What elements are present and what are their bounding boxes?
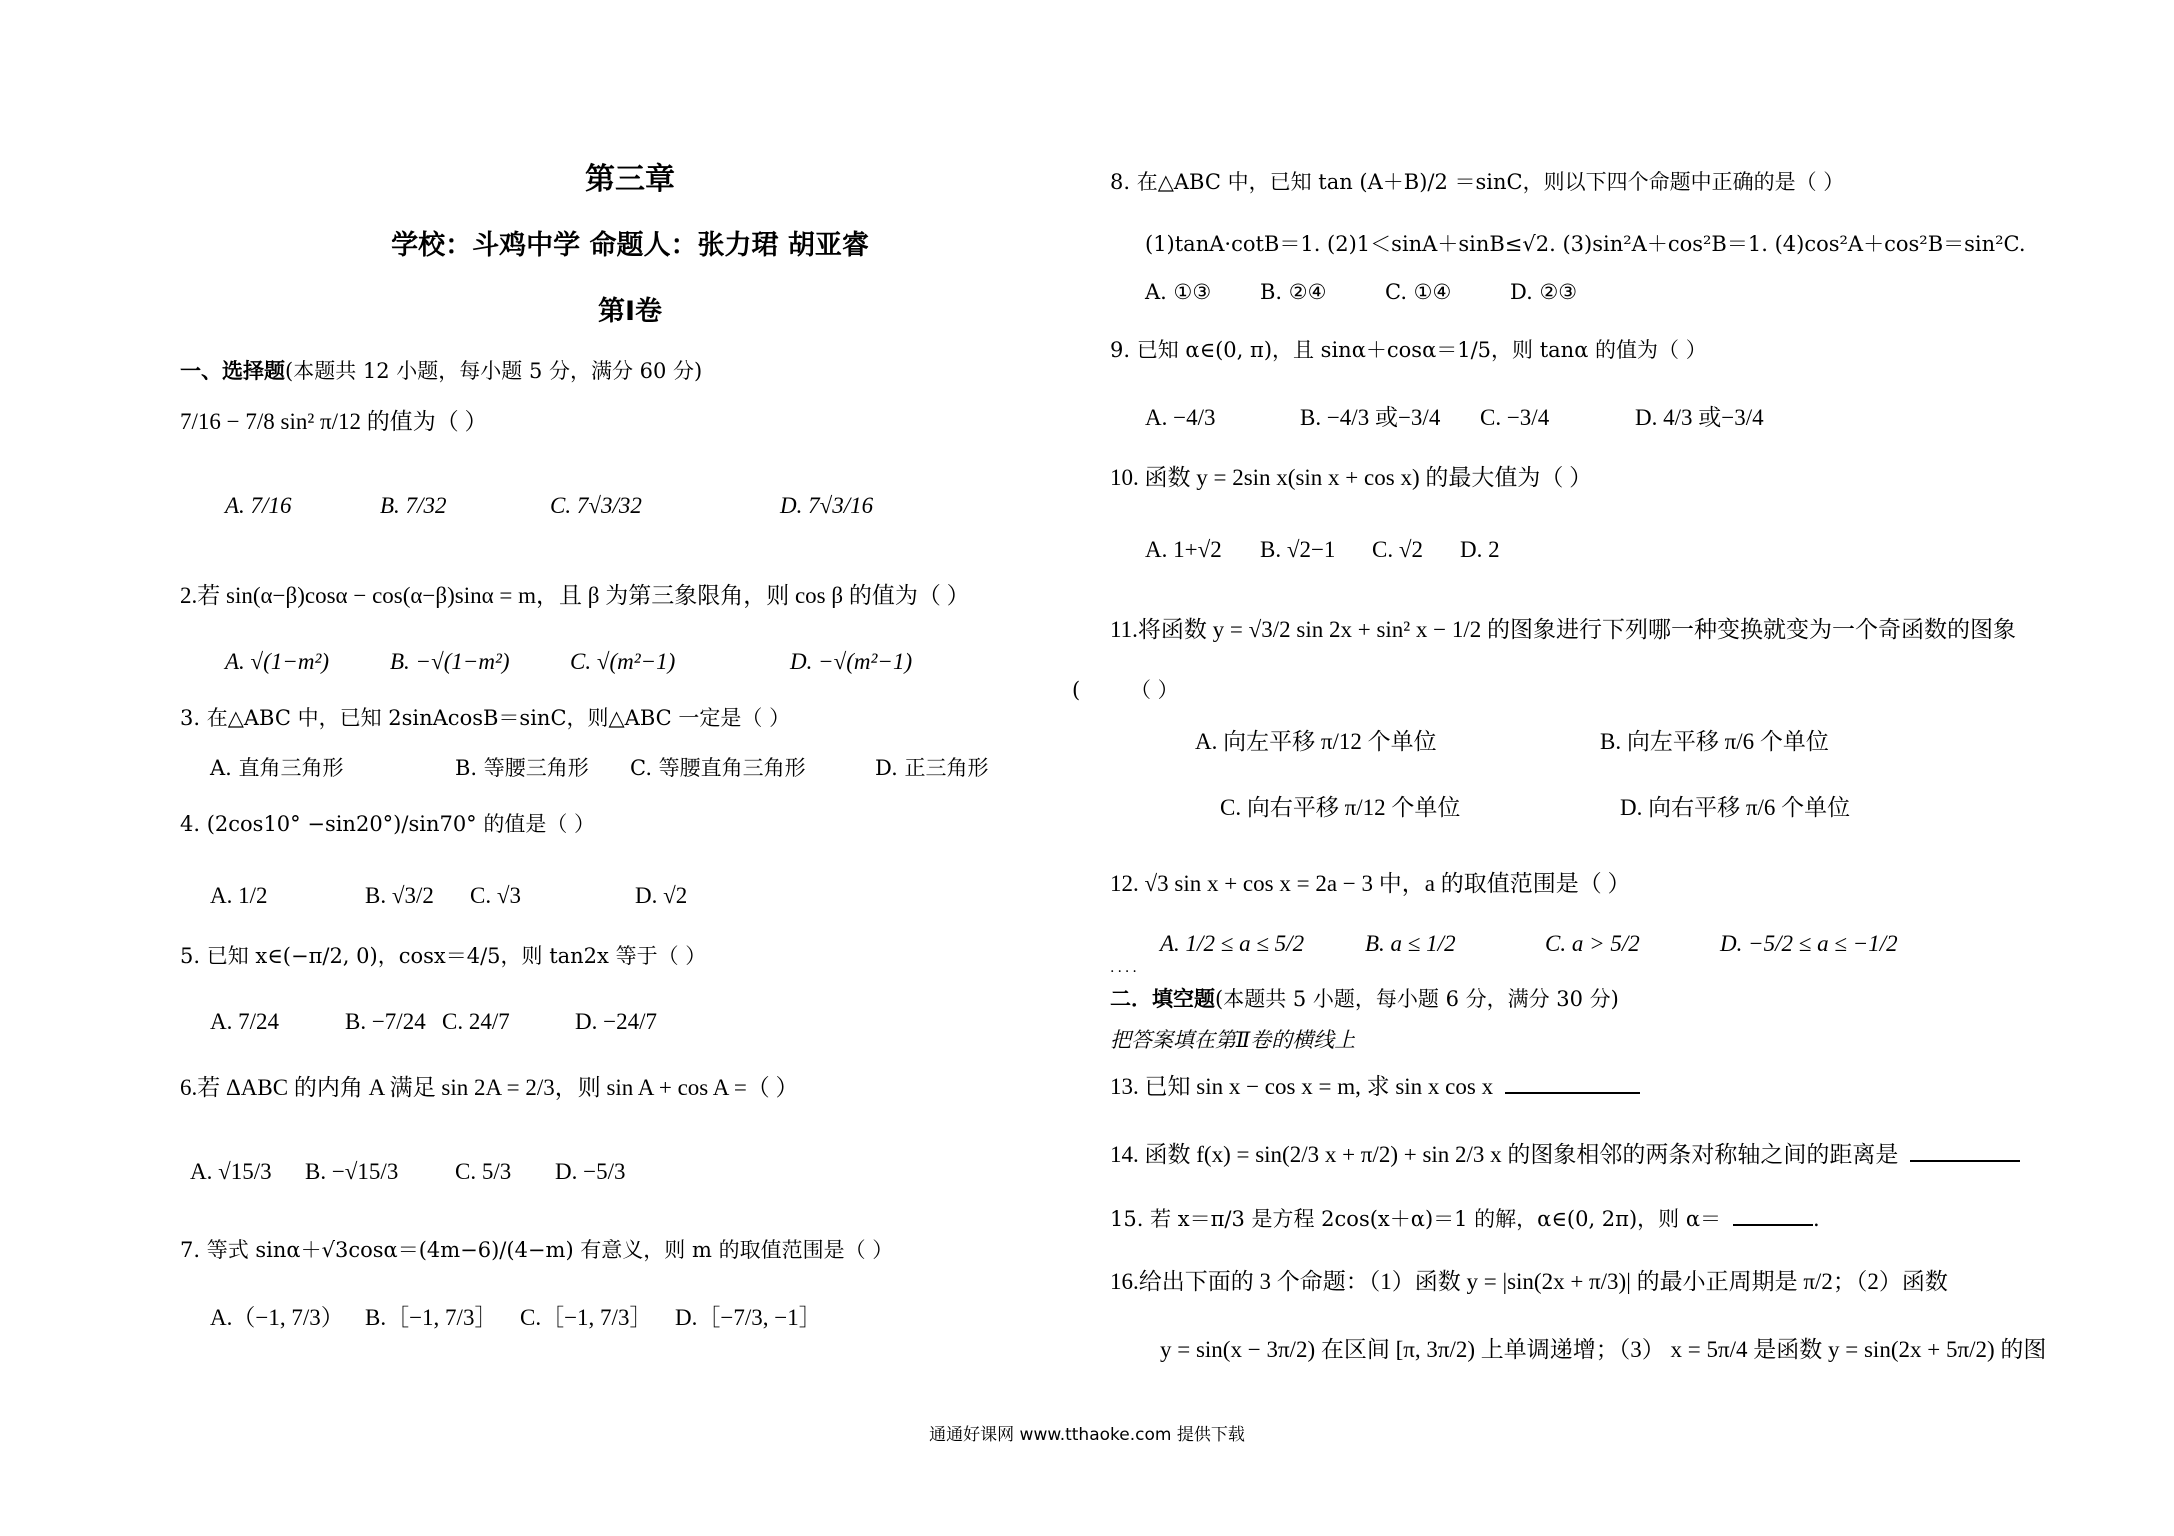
q8-props: (1)tanA·cotB＝1. (2)1＜sinA＋sinB≤√2. (3)sin²A＋cos²B＝1. (4)cos²A＋cos²B＝sin²C. (1145, 232, 2026, 256)
q6-option-d: D. −5/3 (555, 1159, 626, 1184)
q1-option-c: C. 7√3/32 (550, 493, 642, 518)
q6-option-b: B. −√15/3 (305, 1159, 399, 1184)
q10-option-c: C. √2 (1372, 537, 1423, 562)
q13-stem: 13. 已知 sin x − cos x = m, 求 sin x cos x (1110, 1074, 1494, 1099)
q1-option-a: A. 7/16 (225, 493, 292, 518)
q10-stem: 10. 函数 y = 2sin x(sin x + cos x) 的最大值为（ ） (1110, 465, 1593, 490)
q12-stem: 12. √3 sin x + cos x = 2a − 3 中，a 的取值范围是（ ） (1110, 871, 1631, 896)
q2-option-b: B. −√(1−m²) (390, 649, 510, 674)
q13-answer-blank[interactable] (1505, 1072, 1640, 1094)
dotted-mark: .... (1110, 960, 1140, 976)
q7-option-c: C.［−1, 7/3］ (520, 1305, 653, 1330)
footer-credit: 通通好课网 www.tthaoke.com 提供下载 (929, 1425, 1245, 1445)
q8-stem: 8. 在△ABC 中，已知 tan (A＋B)/2 ＝sinC，则以下四个命题中正确的是（ ） (1110, 170, 1845, 194)
section2-note: (本题共 5 小题，每小题 6 分，满分 30 分) (1215, 987, 1619, 1011)
q2-stem: 2.若 sin(α−β)cosα − cos(α−β)sinα = m，且 β 为第三象限角，则 cos β 的值为（ ） (180, 583, 970, 608)
q7-option-b: B.［−1, 7/3］ (365, 1305, 498, 1330)
volume-title: 第Ⅰ卷 (597, 296, 663, 327)
q5-option-a: A. 7/24 (210, 1009, 279, 1034)
school-line: 学校：斗鸡中学 命题人：张力珺 胡亚睿 (391, 230, 869, 261)
q13-line (1110, 1072, 1640, 1101)
q6-option-a: A. √15/3 (190, 1159, 272, 1184)
chapter-title: 第三章 (585, 162, 675, 197)
q10-option-d: D. 2 (1460, 537, 1500, 562)
q9-option-a: A. −4/3 (1145, 405, 1216, 430)
section1-heading: 一、选择题 (180, 358, 285, 383)
q14-stem: 14. 函数 f(x) = sin(2/3 x + π/2) + sin 2/3 x 的图象相邻的两条对称轴之间的距离是 (1110, 1142, 1899, 1167)
q15-stem: 15. 若 x＝π/3 是方程 2cos(x＋α)＝1 的解，α∈(0, 2π)，则 α＝ (1110, 1207, 1722, 1231)
q14-line (1110, 1140, 2020, 1169)
q14-answer-blank[interactable] (1910, 1140, 2020, 1162)
q3-option-b: B. 等腰三角形 (455, 756, 589, 780)
q6-option-c: C. 5/3 (455, 1159, 512, 1184)
q16-line1: 16.给出下面的 3 个命题：（1）函数 y = |sin(2x + π/3)| 的最小正周期是 π/2；（2）函数 (1110, 1269, 1948, 1294)
q6-stem: 6.若 ΔABC 的内角 A 满足 sin 2A = 2/3，则 sin A + cos A =（ ） (180, 1075, 799, 1100)
q5-stem: 5. 已知 x∈(−π/2, 0)，cosx＝4/5，则 tan2x 等于（ ） (180, 944, 707, 968)
q11-option-b: B. 向左平移 π/6 个单位 (1600, 729, 1829, 754)
q11-paren: （ ） (1130, 678, 1179, 702)
q5-option-d: D. −24/7 (575, 1009, 657, 1034)
section2-instruction: 把答案填在第Ⅱ卷的横线上 (1110, 1028, 1356, 1052)
q5-option-c: C. 24/7 (442, 1009, 510, 1034)
q9-stem: 9. 已知 α∈(0, π)，且 sinα＋cosα＝1/5，则 tanα 的值为（ ） (1110, 338, 1707, 362)
q7-option-a: A.（−1, 7/3） (210, 1305, 344, 1330)
q4-option-a: A. 1/2 (210, 883, 268, 908)
q4-option-d: D. √2 (635, 883, 688, 908)
q11-option-d: D. 向右平移 π/6 个单位 (1620, 795, 1851, 820)
q2-option-d: D. −√(m²−1) (790, 649, 913, 674)
section2-heading: 二．填空题 (1110, 986, 1215, 1011)
q7-stem: 7. 等式 sinα＋√3cosα＝(4m−6)/(4−m) 有意义，则 m 的取值范围是（ ） (180, 1238, 894, 1262)
q8-option-a: A. ①③ (1145, 280, 1212, 304)
q12-option-c: C. a > 5/2 (1545, 931, 1640, 956)
q9-option-b: B. −4/3 或−3/4 (1300, 405, 1441, 430)
q16-line2: y = sin(x − 3π/2) 在区间 [π, 3π/2) 上单调递增；（3） x = 5π/4 是函数 y = sin(2x + 5π/2) 的图 (1160, 1337, 2047, 1362)
q8-option-b: B. ②④ (1260, 280, 1327, 304)
section2-heading-line (1110, 986, 1619, 1012)
q2-option-c: C. √(m²−1) (570, 649, 676, 674)
q4-option-c: C. √3 (470, 883, 521, 908)
q5-option-b: B. −7/24 (345, 1009, 426, 1034)
q1-option-b: B. 7/32 (380, 493, 447, 518)
q15-line: 15. 若 x＝π/3 是方程 2cos(x＋α)＝1 的解，α∈(0, 2π)，则 α＝ . (1110, 1204, 1820, 1232)
q11-option-c: C. 向右平移 π/12 个单位 (1220, 795, 1461, 820)
section1-note: (本题共 12 小题，每小题 5 分，满分 60 分) (285, 359, 703, 383)
q9-option-c: C. −3/4 (1480, 405, 1550, 430)
q11-paren-marker: ( (1072, 678, 1081, 702)
q11-option-a: A. 向左平移 π/12 个单位 (1195, 729, 1437, 754)
q15-answer-blank[interactable] (1733, 1204, 1813, 1226)
q12-option-d: D. −5/2 ≤ a ≤ −1/2 (1720, 931, 1898, 956)
q3-option-a: A. 直角三角形 (210, 756, 344, 780)
q4-option-b: B. √3/2 (365, 883, 434, 908)
q10-option-a: A. 1+√2 (1145, 537, 1222, 562)
q3-option-c: C. 等腰直角三角形 (630, 756, 806, 780)
q7-option-d: D.［−7/3, −1］ (675, 1305, 822, 1330)
section1-heading-line (180, 358, 702, 384)
q2-option-a: A. √(1−m²) (225, 649, 330, 674)
q3-stem: 3. 在△ABC 中，已知 2sinAcosB＝sinC，则△ABC 一定是（ ） (180, 706, 791, 730)
q8-option-d: D. ②③ (1510, 280, 1578, 304)
q1-stem: 7/16 − 7/8 sin² π/12 的值为（ ） (180, 409, 488, 434)
q12-option-b: B. a ≤ 1/2 (1365, 931, 1456, 956)
q10-option-b: B. √2−1 (1260, 537, 1336, 562)
q3-option-d: D. 正三角形 (875, 756, 989, 780)
q1-option-d: D. 7√3/16 (780, 493, 874, 518)
q12-option-a: A. 1/2 ≤ a ≤ 5/2 (1160, 931, 1305, 956)
q4-stem: 4. (2cos10° −sin20°)/sin70° 的值是（ ） (180, 812, 596, 836)
q9-option-d: D. 4/3 或−3/4 (1635, 405, 1764, 430)
q8-option-c: C. ①④ (1385, 280, 1452, 304)
q11-stem: 11.将函数 y = √3/2 sin 2x + sin² x − 1/2 的图象进行下列哪一种变换就变为一个奇函数的图象 (1110, 617, 2017, 642)
